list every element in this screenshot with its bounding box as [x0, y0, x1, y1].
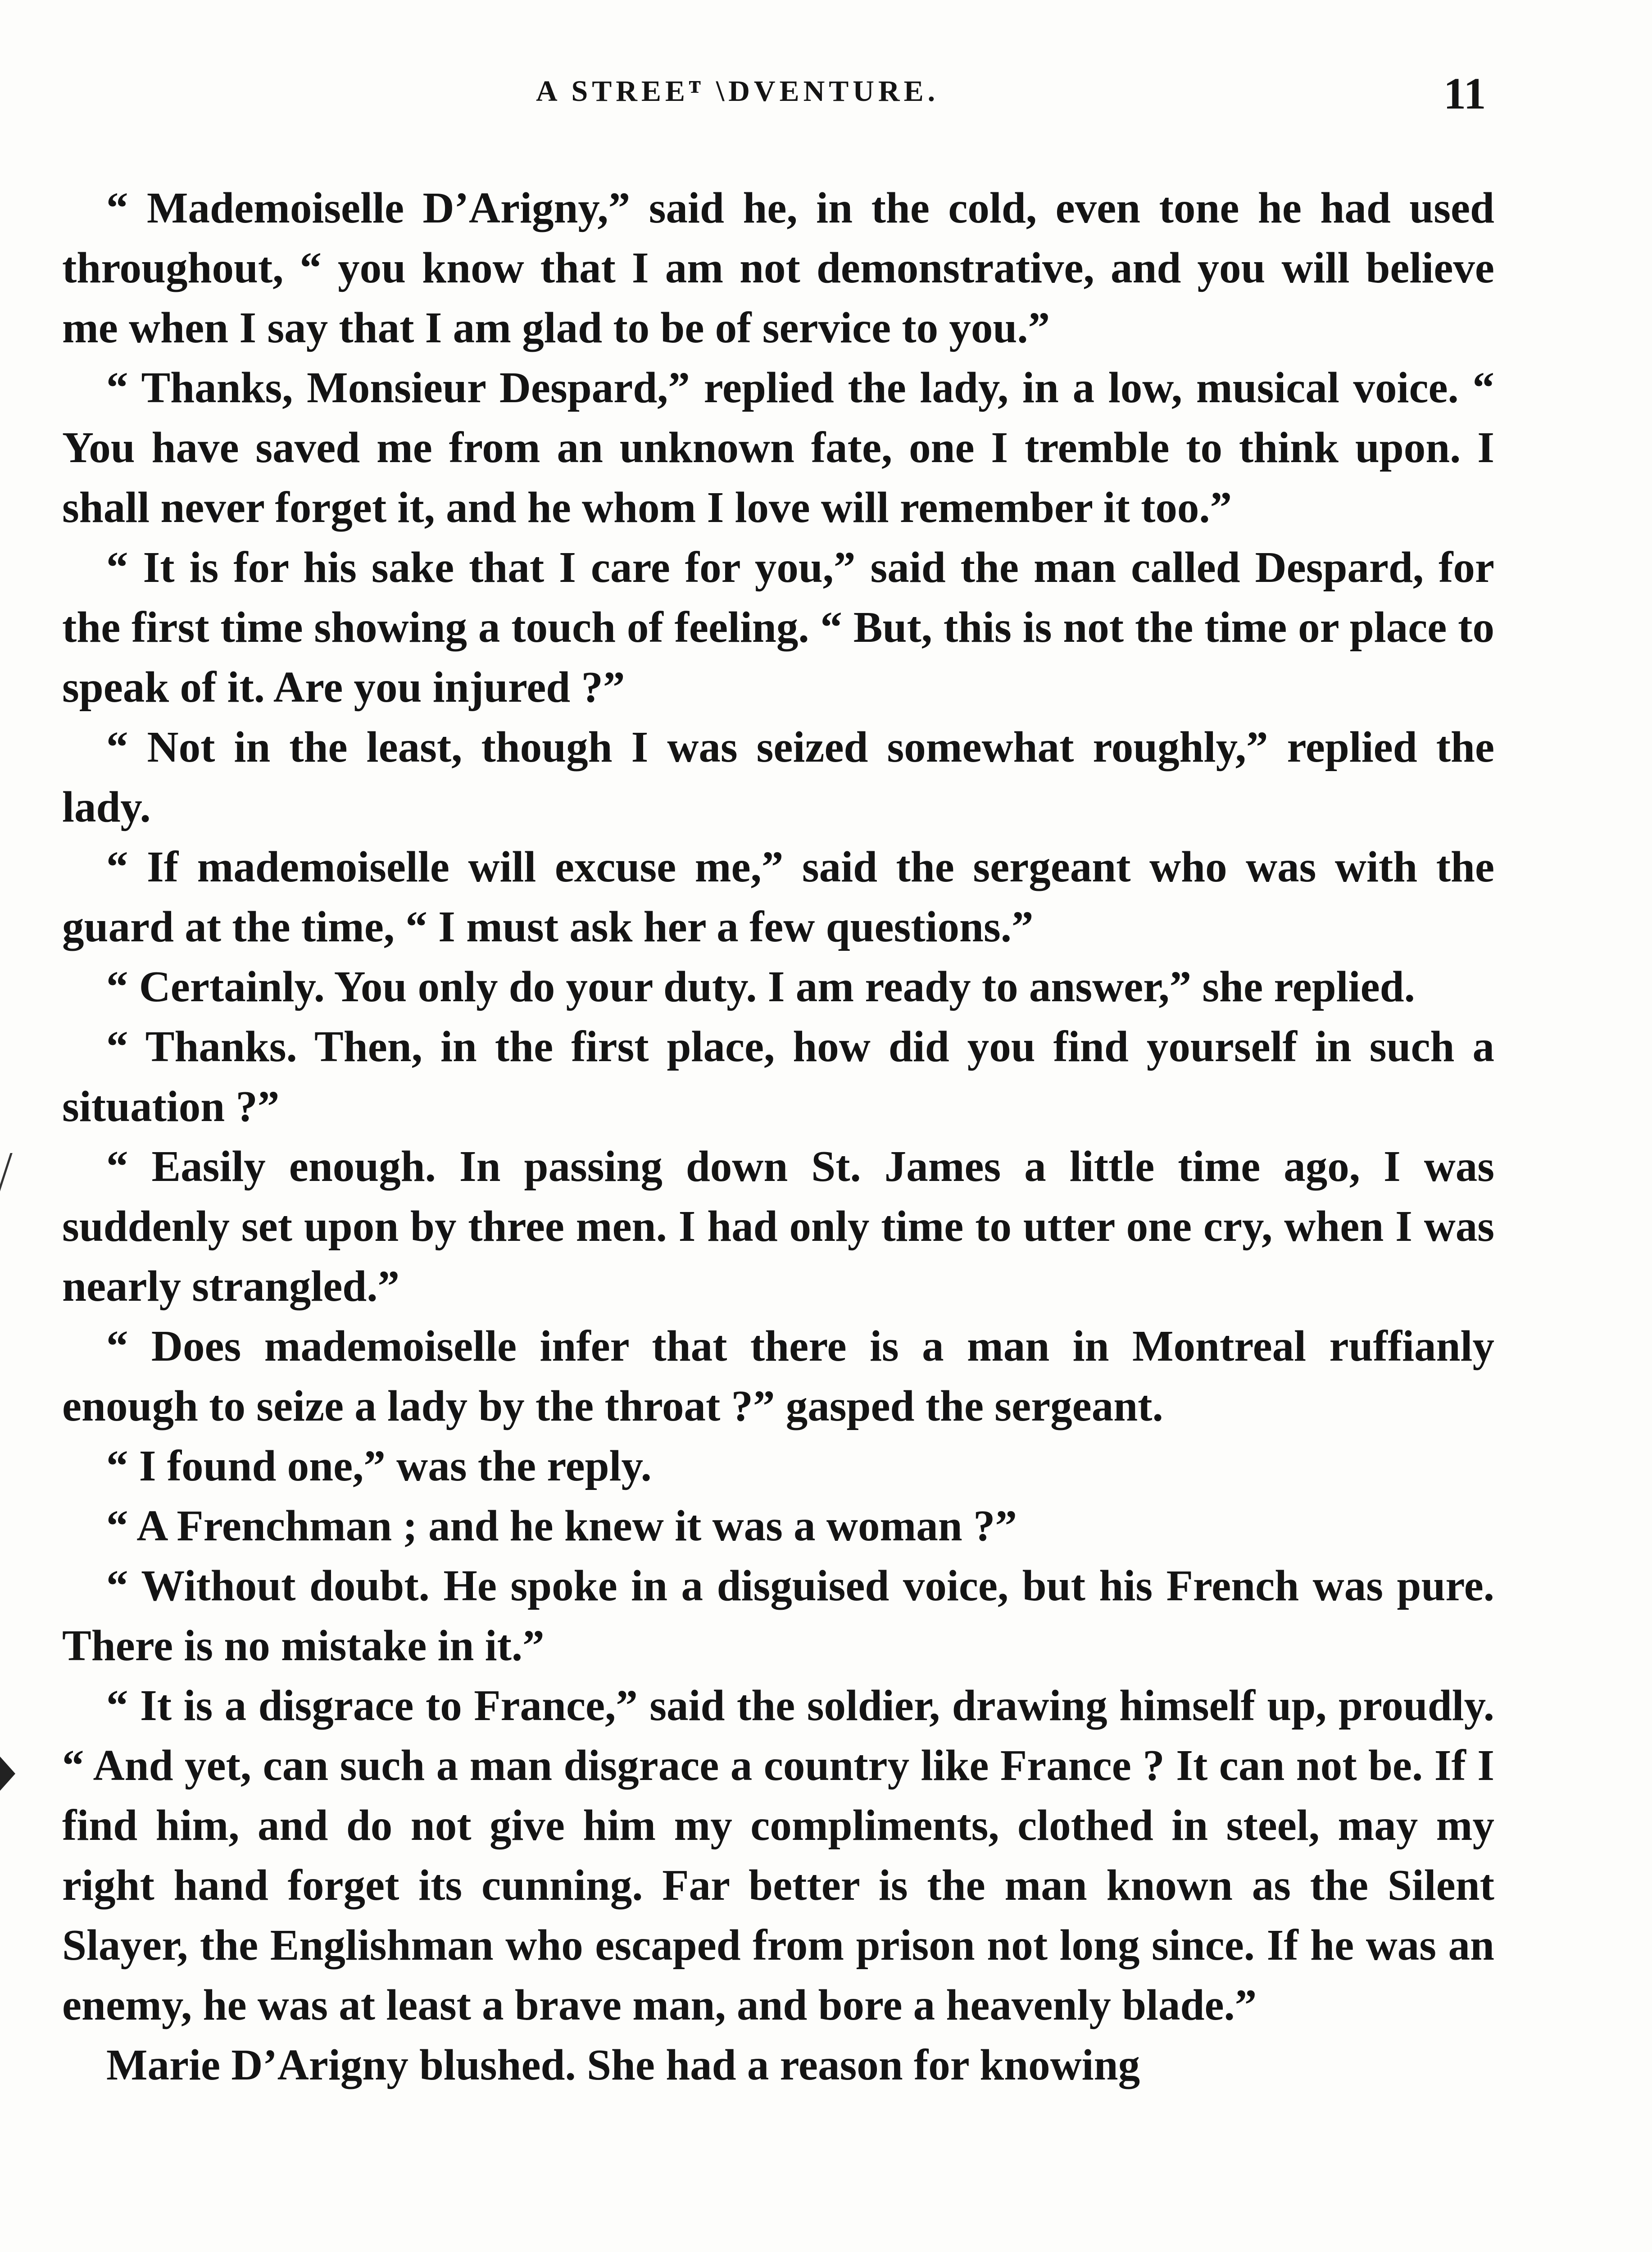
paragraph: “ Does mademoiselle infer that there is a man in Montreal ruffianly enough to seize a lady by the throat ?” gasped the sergeant. [62, 1322, 1494, 1430]
paragraph: “ Thanks, Monsieur Despard,” replied the lady, in a low, musical voice. “ You have saved me from an unknown fate, one I tremble to think upon. I shall never forget it, and he whom I love will remember it too.” [62, 363, 1494, 531]
margin-arrow-mark [0, 1757, 15, 1791]
paragraph: “ If mademoiselle will excuse me,” said the sergeant who was with the guard at the time, “ I must ask her a few questions.” [62, 843, 1494, 951]
paragraph: “ Thanks. Then, in the first place, how did you find yourself in such a situation ?” [62, 1022, 1494, 1131]
paragraph: “ Not in the least, though I was seized somewhat roughly,” replied the lady. [62, 723, 1494, 831]
paragraph: Marie D’Arigny blushed. She had a reason for knowing [106, 2041, 1140, 2089]
running-head: A STREEᵀ \DVENTURE. [536, 75, 939, 108]
paragraph: “ Without doubt. He spoke in a disguised voice, but his French was pure. There is no mistake in it.” [62, 1562, 1494, 1670]
paragraph: “ A Frenchman ; and he knew it was a woman ?” [106, 1502, 1017, 1550]
paragraph: “ I found one,” was the reply. [106, 1442, 652, 1490]
body-text [62, 178, 1494, 2095]
margin-mark [0, 1153, 23, 1216]
paragraph: “ It is for his sake that I care for you,” said the man called Despard, for the first time showing a touch of feeling. “ But, this is not the time or place to speak of it. Are you injured ?” [62, 543, 1494, 711]
paragraph: “ Mademoiselle D’Arigny,” said he, in the cold, even tone he had used throughout, “ you know that I am not demonstrative, and you will believe me when I say that I am glad to be of service to you.” [62, 184, 1494, 352]
paragraph: “ Easily enough. In passing down St. James a little time ago, I was suddenly set upon by three men. I had only time to utter one cry, when I was nearly strangled.” [62, 1142, 1494, 1310]
page-number: 11 [1443, 68, 1486, 118]
paragraph: “ Certainly. You only do your duty. I am ready to answer,” she replied. [106, 963, 1415, 1011]
paragraph: “ It is a disgrace to France,” said the soldier, drawing himself up, proudly. “ And yet, can such a man disgrace a country like France ? It can not be. If I find him, and do not give him my compliments, clothed in steel, may my right hand forget its cunning. Far better is the man known as the Silent Slayer, the Englishman who escaped from prison not long since. If he was an enemy, he was at least a brave man, and bore a heavenly blade.” [62, 1681, 1494, 2029]
